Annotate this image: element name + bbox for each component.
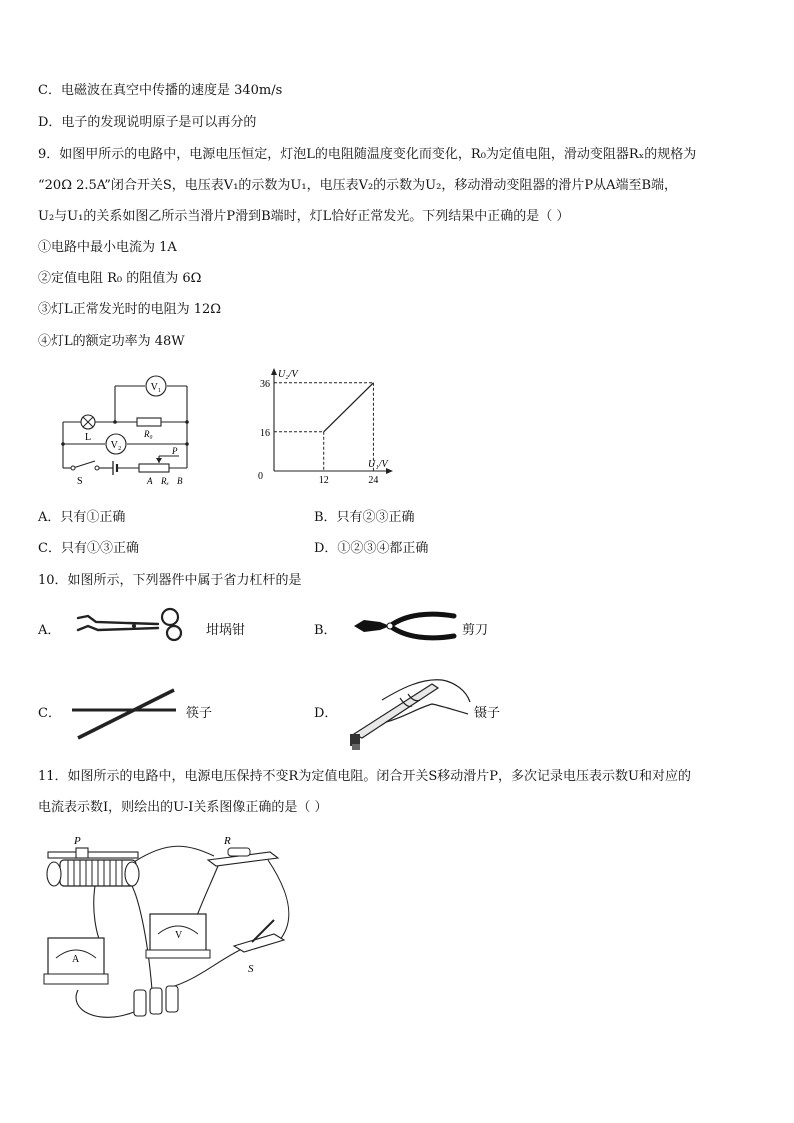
q9-u2-u1-graph (250, 365, 400, 485)
slider-p-label: P (74, 835, 81, 847)
graph-origin-label: 0 (258, 471, 263, 482)
end-a-label: A (147, 476, 153, 486)
knife-switch-icon (234, 920, 284, 952)
q8-option-d: D．电子的发现说明原子是可以再分的 (38, 115, 257, 130)
scissors-pliers-image (350, 608, 460, 644)
q9-stem-line2: “20Ω 2.5A”闭合开关S，电压表V₁的示数为U₁，电压表V₂的示数为U₂，移动滑动变阻器的滑片P从A端至B端， (38, 178, 678, 193)
rx-label: Rₓ (161, 476, 170, 486)
switch-contact-left (71, 466, 75, 470)
q10-option-c-label: 筷子 (186, 706, 213, 721)
q10-option-d-letter: D． (314, 706, 338, 721)
series-line (324, 383, 374, 432)
battery-cells-icon (134, 986, 178, 1016)
v2-label: V₂ (110, 440, 122, 451)
switch-label: S (77, 476, 83, 487)
node-dot (185, 420, 189, 424)
ammeter-label: A (72, 954, 80, 965)
graph-ylabel: U₂/V (278, 369, 298, 380)
slider-arrow-icon (156, 458, 162, 463)
q9-option-b: B．只有②③正确 (314, 510, 415, 525)
node-dot (113, 420, 117, 424)
x-tick-label: 12 (318, 475, 329, 485)
q10-option-c-letter: C． (38, 706, 61, 721)
q11-stem-line2: 电流表示数I，则绘出的U-I关系图像正确的是（ ） (38, 800, 328, 815)
q10-option-b-letter: B． (314, 623, 337, 638)
y-tick-label: 16 (260, 427, 270, 439)
q10-option-a-letter: A． (38, 623, 61, 638)
q10-option-a-label: 坩埚钳 (206, 623, 246, 638)
switch-contact-right (95, 466, 99, 470)
q9-option-a: A．只有①正确 (38, 510, 126, 525)
y-axis-arrow-icon (271, 368, 277, 375)
q9-option-c: C．只有①③正确 (38, 541, 139, 556)
crucible-tongs-image (74, 604, 194, 644)
q8-option-c: C．电磁波在真空中传播的速度是 340m/s (38, 83, 283, 98)
q10-option-d-label: 镊子 (474, 706, 501, 721)
rheostat-icon (47, 848, 139, 886)
slider-label: P (172, 446, 178, 456)
node-dot (185, 442, 189, 446)
lamp-label: L (85, 432, 92, 443)
switch-s-label: S (248, 963, 254, 975)
q9-statement-1: ①电路中最小电流为 1A (38, 240, 177, 255)
x-tick-label: 24 (368, 475, 379, 485)
v1-label: V₁ (150, 382, 162, 393)
q9-stem-line3: U₂与U₁的关系如图乙所示当滑片P滑到B端时，灯L恰好正常发光。下列结果中正确的是（ ） (38, 209, 570, 224)
graph-xlabel: U₁/V (368, 459, 388, 470)
q9-statement-4: ④灯L的额定功率为 48W (38, 334, 185, 349)
resistor-board-icon (208, 848, 278, 866)
q9-statement-2: ②定值电阻 R₀ 的阻值为 6Ω (38, 271, 202, 286)
q11-stem-line1: 11．如图所示的电路中，电源电压保持不变R为定值电阻。闭合开关S移动滑片P，多次记录电压表示数U和对应的 (38, 769, 691, 784)
q11-circuit-photo (38, 830, 308, 1030)
q10-stem: 10．如图所示，下列器件中属于省力杠杆的是 (38, 573, 302, 588)
tweezers-hand-image (342, 670, 472, 756)
chopsticks-image (70, 686, 180, 742)
resistor-r-label: R (224, 835, 231, 847)
q9-statement-3: ③灯L正常发光时的电阻为 12Ω (38, 302, 222, 317)
q9-option-d: D．①②③④都正确 (314, 541, 429, 556)
voltmeter-label: V (175, 930, 183, 941)
end-b-label: B (177, 476, 183, 486)
q9-stem-line1: 9．如图甲所示的电路中，电源电压恒定，灯泡L的电阻随温度变化而变化，R₀为定值电阻，滑动变阻器Rₓ的规格为 (38, 147, 697, 162)
node-dot (61, 442, 65, 446)
r0-label: R₀ (144, 429, 153, 439)
y-tick-label: 36 (260, 378, 270, 390)
q10-option-b-label: 剪刀 (462, 623, 489, 638)
q9-circuit-diagram (55, 370, 205, 490)
